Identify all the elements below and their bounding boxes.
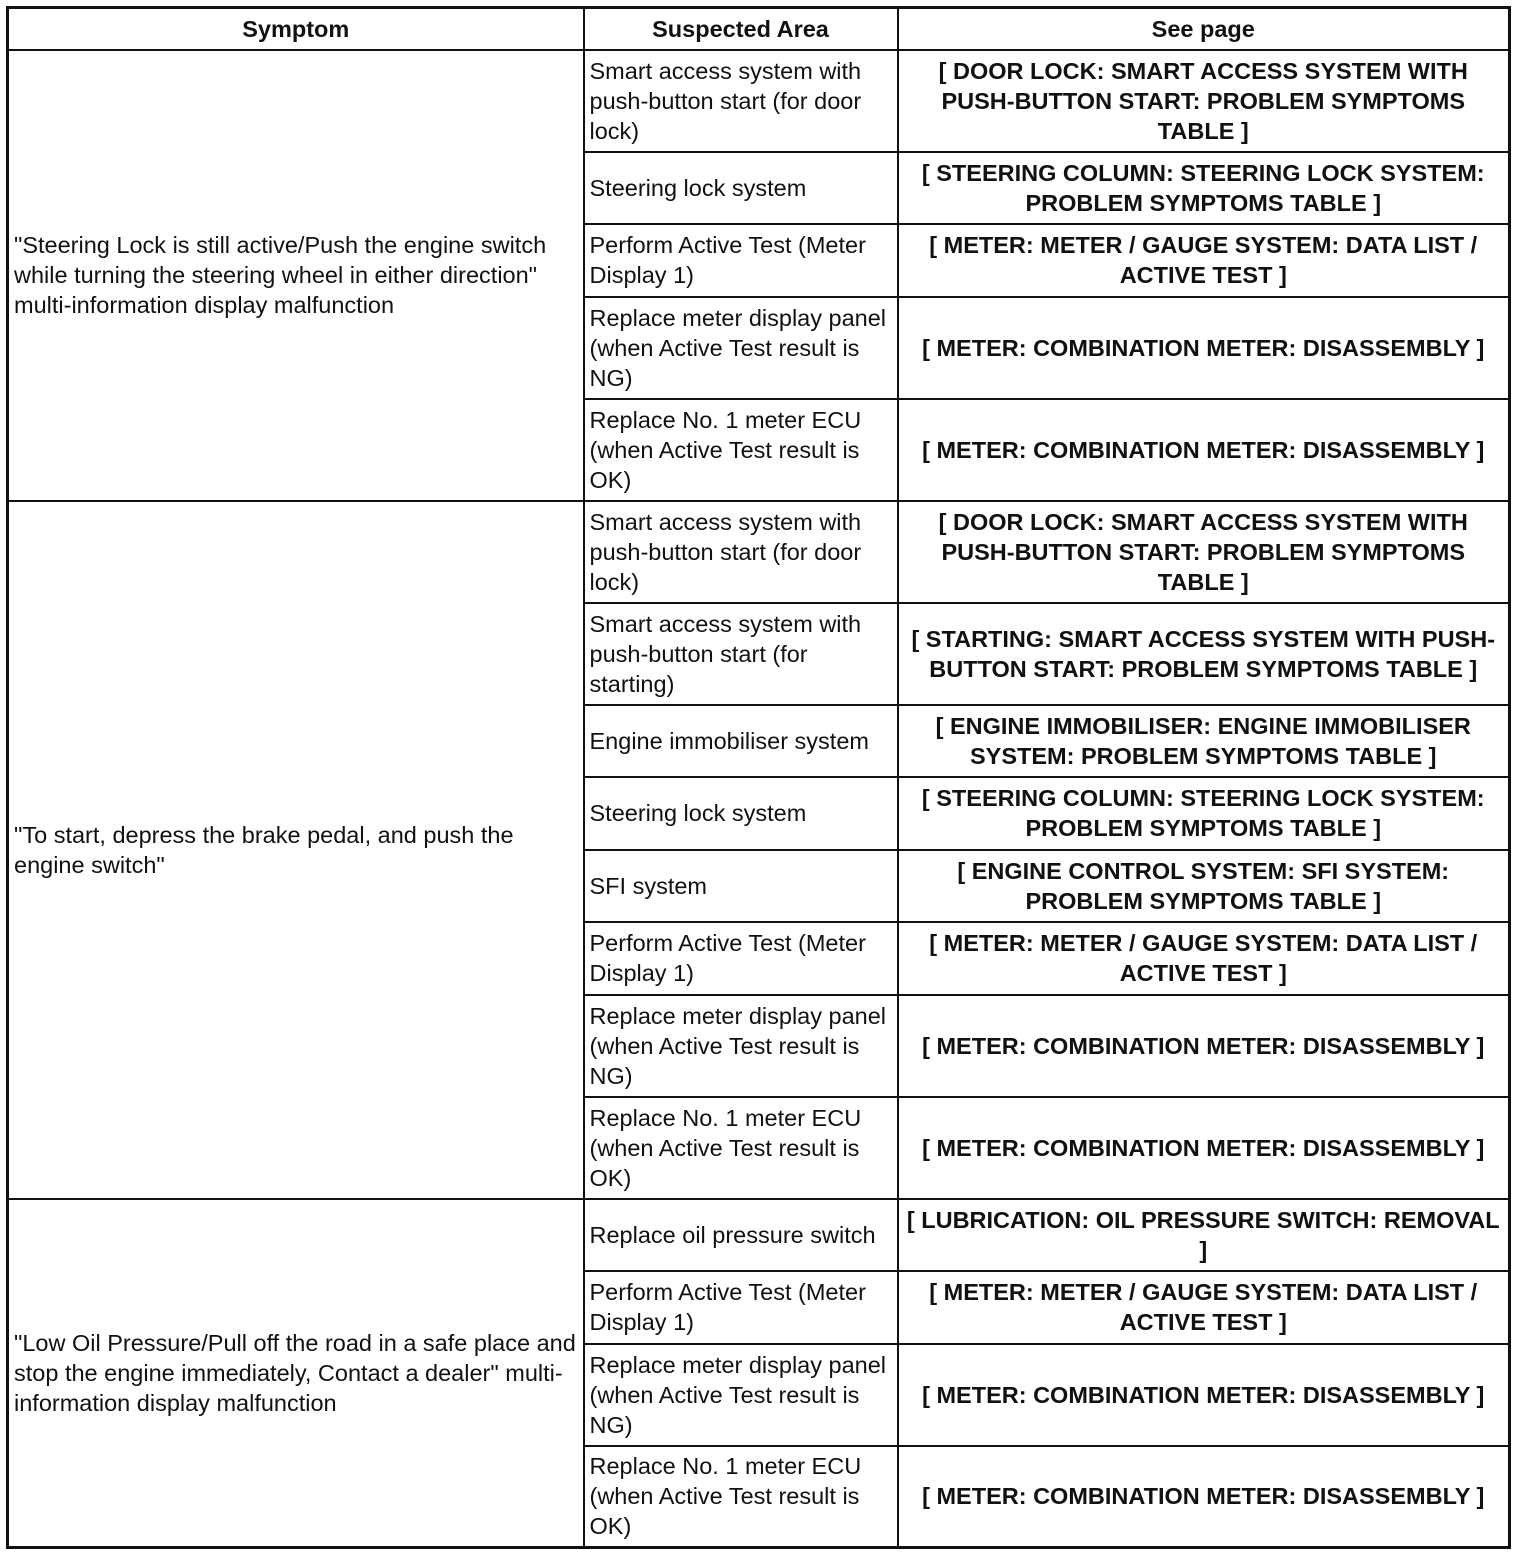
suspected-area-cell: Perform Active Test (Meter Display 1)	[584, 922, 898, 995]
see-page-link[interactable]: [ METER: COMBINATION METER: DISASSEMBLY ]	[898, 1097, 1510, 1199]
suspected-area-cell: Perform Active Test (Meter Display 1)	[584, 224, 898, 297]
see-page-link[interactable]: [ METER: COMBINATION METER: DISASSEMBLY ]	[898, 1344, 1510, 1446]
table-row	[8, 1199, 1510, 1272]
suspected-area-cell: Smart access system with push-button start (for starting)	[584, 603, 898, 705]
suspected-area-cell: Replace No. 1 meter ECU (when Active Test result is OK)	[584, 1446, 898, 1548]
see-page-link[interactable]: [ METER: METER / GAUGE SYSTEM: DATA LIST / ACTIVE TEST ]	[898, 922, 1510, 995]
see-page-link[interactable]: [ METER: COMBINATION METER: DISASSEMBLY ]	[898, 399, 1510, 501]
see-page-link[interactable]: [ STEERING COLUMN: STEERING LOCK SYSTEM: PROBLEM SYMPTOMS TABLE ]	[898, 152, 1510, 225]
see-page-link[interactable]: [ STARTING: SMART ACCESS SYSTEM WITH PUSH-BUTTON START: PROBLEM SYMPTOMS TABLE ]	[898, 603, 1510, 705]
see-page-link[interactable]: [ METER: METER / GAUGE SYSTEM: DATA LIST / ACTIVE TEST ]	[898, 224, 1510, 297]
see-page-link[interactable]: [ STEERING COLUMN: STEERING LOCK SYSTEM: PROBLEM SYMPTOMS TABLE ]	[898, 777, 1510, 850]
suspected-area-cell: Replace meter display panel (when Active Test result is NG)	[584, 1344, 898, 1446]
suspected-area-cell: Engine immobiliser system	[584, 705, 898, 778]
suspected-area-cell: Smart access system with push-button start (for door lock)	[584, 501, 898, 603]
table-row	[8, 501, 1510, 603]
suspected-area-cell: Replace oil pressure switch	[584, 1199, 898, 1272]
symptom-cell: "Low Oil Pressure/Pull off the road in a safe place and stop the engine immediately, Contact a dealer" multi-information display malfunction	[8, 1199, 584, 1548]
see-page-link[interactable]: [ METER: COMBINATION METER: DISASSEMBLY ]	[898, 297, 1510, 399]
table-body	[8, 50, 1510, 1548]
header-symptom: Symptom	[8, 8, 584, 50]
suspected-area-cell: Replace No. 1 meter ECU (when Active Test result is OK)	[584, 1097, 898, 1199]
suspected-area-cell: Replace No. 1 meter ECU (when Active Test result is OK)	[584, 399, 898, 501]
see-page-link[interactable]: [ ENGINE IMMOBILISER: ENGINE IMMOBILISER SYSTEM: PROBLEM SYMPTOMS TABLE ]	[898, 705, 1510, 778]
table-row	[8, 50, 1510, 152]
symptom-cell: "To start, depress the brake pedal, and push the engine switch"	[8, 501, 584, 1199]
symptom-cell: "Steering Lock is still active/Push the engine switch while turning the steering wheel in either direction" multi-information display malfunction	[8, 50, 584, 501]
see-page-link[interactable]: [ METER: COMBINATION METER: DISASSEMBLY ]	[898, 995, 1510, 1097]
suspected-area-cell: SFI system	[584, 850, 898, 923]
suspected-area-cell: Replace meter display panel (when Active Test result is NG)	[584, 995, 898, 1097]
see-page-link[interactable]: [ LUBRICATION: OIL PRESSURE SWITCH: REMOVAL ]	[898, 1199, 1510, 1272]
see-page-link[interactable]: [ DOOR LOCK: SMART ACCESS SYSTEM WITH PUSH-BUTTON START: PROBLEM SYMPTOMS TABLE ]	[898, 50, 1510, 152]
see-page-link[interactable]: [ ENGINE CONTROL SYSTEM: SFI SYSTEM: PROBLEM SYMPTOMS TABLE ]	[898, 850, 1510, 923]
header-see-page: See page	[898, 8, 1510, 50]
suspected-area-cell: Steering lock system	[584, 777, 898, 850]
table-header	[8, 8, 1510, 50]
see-page-link[interactable]: [ METER: COMBINATION METER: DISASSEMBLY ]	[898, 1446, 1510, 1548]
header-suspected-area: Suspected Area	[584, 8, 898, 50]
suspected-area-cell: Smart access system with push-button start (for door lock)	[584, 50, 898, 152]
see-page-link[interactable]: [ METER: METER / GAUGE SYSTEM: DATA LIST / ACTIVE TEST ]	[898, 1271, 1510, 1344]
see-page-link[interactable]: [ DOOR LOCK: SMART ACCESS SYSTEM WITH PUSH-BUTTON START: PROBLEM SYMPTOMS TABLE ]	[898, 501, 1510, 603]
suspected-area-cell: Perform Active Test (Meter Display 1)	[584, 1271, 898, 1344]
problem-symptoms-table	[6, 6, 1511, 1549]
suspected-area-cell: Replace meter display panel (when Active Test result is NG)	[584, 297, 898, 399]
suspected-area-cell: Steering lock system	[584, 152, 898, 225]
header-row	[8, 8, 1510, 50]
